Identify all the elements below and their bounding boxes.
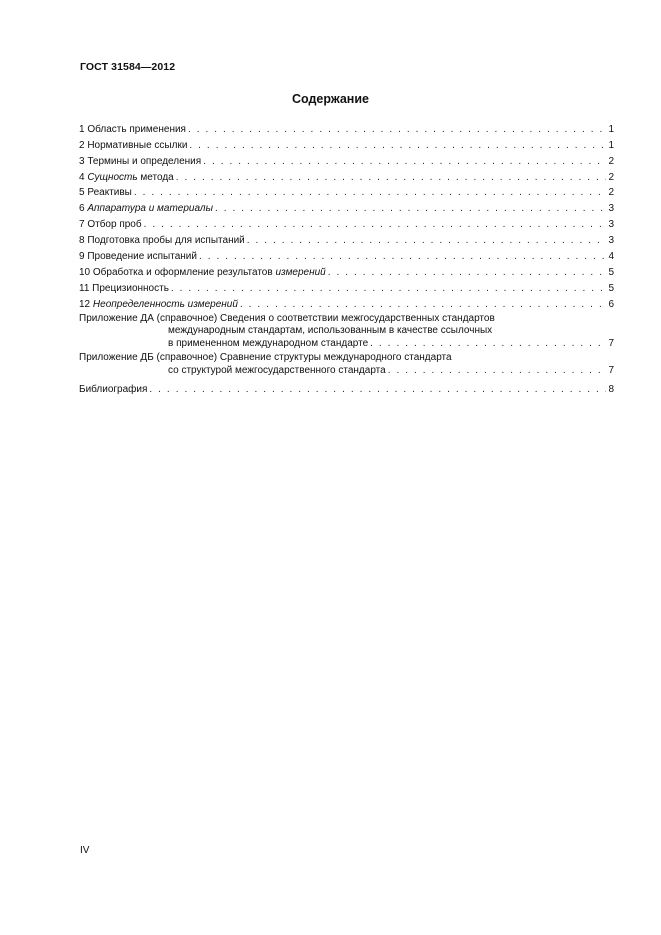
dot-leader: [144, 219, 606, 231]
dot-leader: [176, 172, 606, 184]
toc-entry-uncertainty[interactable]: 12 Неопределенность измерений . . . 6: [79, 295, 614, 311]
dot-leader: [199, 251, 606, 263]
toc-entry-results[interactable]: 10 Обработка и оформление результатов измерений . . . 5: [79, 263, 614, 279]
dot-leader: [134, 187, 606, 199]
toc-entry-reagents[interactable]: 5 Реактивы . . . 2: [79, 184, 614, 200]
toc-page-number: 2: [608, 155, 614, 167]
dot-leader: [370, 338, 606, 350]
toc-entry-bibliography[interactable]: Библиография . . . 8: [79, 380, 614, 396]
toc-entry-precision[interactable]: 11 Прецизионность . . . 5: [79, 279, 614, 295]
table-of-contents: [79, 120, 614, 396]
toc-page-number: 8: [608, 383, 614, 395]
toc-page-number: 3: [608, 235, 614, 247]
appendix-da-line-2: международным стандартам, использованным в качестве ссылочных: [168, 325, 493, 337]
toc-entry-appendix-da[interactable]: [79, 313, 614, 350]
toc-entry-normative-references[interactable]: 2 Нормативные ссылки . . . 1: [79, 136, 614, 152]
toc-page-number: 2: [608, 187, 614, 199]
page-number: IV: [80, 845, 90, 856]
toc-entry-apparatus[interactable]: 6 Аппаратура и материалы . . . 3: [79, 199, 614, 215]
toc-page-number: 3: [608, 219, 614, 231]
toc-entry-sample-preparation[interactable]: 8 Подготовка пробы для испытаний . . . 3: [79, 231, 614, 247]
dot-leader: [203, 156, 606, 168]
toc-entry-testing[interactable]: 9 Проведение испытаний . . . 4: [79, 247, 614, 263]
document-id: ГОСТ 31584—2012: [80, 61, 176, 73]
toc-page-number: 7: [608, 364, 614, 376]
toc-page-number: 6: [608, 298, 614, 310]
toc-title: Содержание: [291, 92, 369, 106]
dot-leader: [328, 267, 606, 279]
toc-page-number: 5: [608, 282, 614, 294]
toc-page-number: 4: [608, 251, 614, 263]
toc-entry-sampling[interactable]: 7 Отбор проб . . . 3: [79, 215, 614, 231]
toc-page-number: 7: [608, 337, 614, 349]
appendix-db-line-1: Приложение ДБ (справочное) Сравнение структуры международного стандарта: [79, 351, 452, 363]
dot-leader: [240, 299, 606, 311]
dot-leader: [188, 124, 606, 136]
dot-leader: [215, 203, 606, 215]
dot-leader: [247, 235, 606, 247]
dot-leader: [189, 140, 606, 152]
toc-entry-method[interactable]: 4 Сущность метода . . . 2: [79, 168, 614, 184]
toc-page-number: 5: [608, 266, 614, 278]
toc-entry-terms[interactable]: 3 Термины и определения . . . 2: [79, 152, 614, 168]
appendix-db-line-2: со структурой межгосударственного стандарта: [168, 364, 386, 376]
appendix-da-line-3: в примененном международном стандарте: [168, 337, 369, 349]
toc-page-number: 1: [608, 139, 614, 151]
dot-leader: [149, 384, 606, 396]
toc-page-number: 1: [608, 123, 614, 135]
toc-entry-appendix-db[interactable]: [79, 352, 614, 377]
appendix-da-line-1: Приложение ДА (справочное) Сведения о соответствии межгосударственных стандартов: [79, 312, 495, 324]
toc-page-number: 2: [608, 171, 614, 183]
toc-entry-scope[interactable]: 1 Область применения . . . 1: [79, 120, 614, 136]
dot-leader: [171, 283, 606, 295]
toc-page-number: 3: [608, 203, 614, 215]
dot-leader: [388, 365, 606, 377]
